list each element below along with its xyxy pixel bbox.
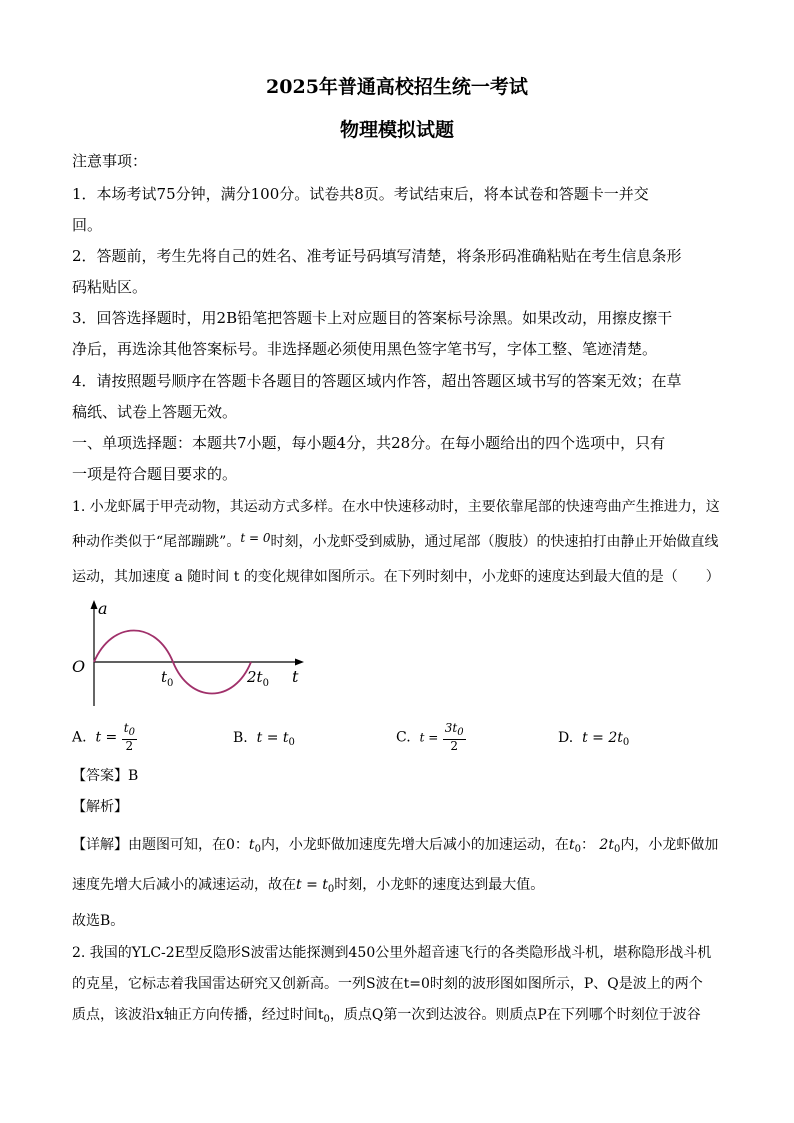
section-heading: 一、单项选择题：本题共7小题，每小题4分，共28分。在每小题给出的四个选项中，只有 [72, 434, 666, 452]
answer-line: 【答案】B [72, 768, 139, 784]
option-d[interactable]: D. $t = 2t_0$ [558, 730, 630, 748]
tick-2t0: $2t_0$ [247, 668, 269, 689]
detail-line: 【详解】由题图可知，在0：$t_0$内，小龙虾做加速度先增大后减小的加速运动，在$t_0$： $2t_0$内，小龙虾做加 [72, 837, 719, 855]
origin-label: O [72, 657, 86, 676]
x-axis-label: t [292, 667, 299, 686]
question-2-text: 2. 我国的YLC-2E型反隐形S波雷达能探测到450公里外超音速飞行的各类隐形战斗机，堪称隐形战斗机 [72, 945, 712, 961]
detail-line: 速度先增大后减小的减速运动，故在$t = t_0$时刻，小龙虾的速度达到最大值。 [72, 877, 545, 895]
notice-heading: 注意事项： [72, 152, 148, 170]
notice-item: 回。 [72, 216, 103, 234]
question-2-text: 的克星，它标志着我国雷达研究又创新高。一列S波在t=0时刻的波形图如图所示，P、Q是波上的两个 [72, 976, 703, 992]
notice-item: 净后，再选涂其他答案标号。非选择题必须使用黑色签字笔书写，字体工整、笔迹清楚。 [72, 340, 658, 358]
section-heading: 一项是符合题目要求的。 [72, 465, 238, 483]
notice-item: 3．回答选择题时，用2B铅笔把答题卡上对应题目的答案标号涂黑。如果改动，用擦皮擦干 [72, 309, 673, 327]
question-1-text: 运动，其加速度 a 随时间 t 的变化规律如图所示。在下列时刻中，小龙虾的速度达到最大值的是（ ） [72, 569, 720, 585]
fraction: $\frac{3t_0}{2}$ [444, 721, 464, 753]
notice-item: 稿纸、试卷上答题无效。 [72, 403, 238, 421]
notice-item: 2．答题前，考生先将自己的姓名、准考证号码填写清楚，将条形码准确粘贴在考生信息条形 [72, 247, 682, 265]
exam-title: 2025年普通高校招生统一考试 [266, 76, 528, 98]
notice-item: 4．请按照题号顺序在答题卡各题目的答题区域内作答，超出答题区域书写的答案无效；在草 [72, 372, 682, 390]
fraction: $\frac{t_0}{2}$ [123, 721, 135, 753]
acceleration-time-graph [68, 598, 308, 713]
notice-item: 1．本场考试75分钟，满分100分。试卷共8页。考试结束后，将本试卷和答题卡一并交 [72, 185, 649, 203]
option-c[interactable]: C. t = $\frac{3t_0}{2}$ [396, 721, 464, 753]
x-axis-arrow [295, 659, 304, 666]
notice-item: 码粘贴区。 [72, 278, 148, 296]
exam-subtitle: 物理模拟试题 [339, 119, 454, 141]
question-2-text: 质点，该波沿x轴正方向传播，经过时间$t_0$，质点Q第一次到达波谷。则质点P在下列哪个时刻位于波谷 [72, 1007, 701, 1025]
tick-t0: $t_0$ [161, 668, 174, 689]
question-1-text: 种动作类似于“尾部蹦跳”。t = 0时刻，小龙虾受到威胁，通过尾部（腹肢）的快速拍打由静止开始做直线 [72, 531, 719, 550]
choose-line: 故选B。 [72, 913, 125, 929]
option-a[interactable]: A. t = $\frac{t_0}{2}$ [72, 721, 135, 753]
y-axis-arrow [91, 600, 98, 609]
option-b[interactable]: B. $t = t_0$ [233, 730, 295, 748]
analysis-heading: 【解析】 [72, 799, 128, 815]
y-axis-label: a [98, 599, 108, 618]
question-1-text: 1. 小龙虾属于甲壳动物，其运动方式多样。在水中快速移动时，主要依靠尾部的快速弯曲产生推进力，这 [72, 499, 720, 515]
